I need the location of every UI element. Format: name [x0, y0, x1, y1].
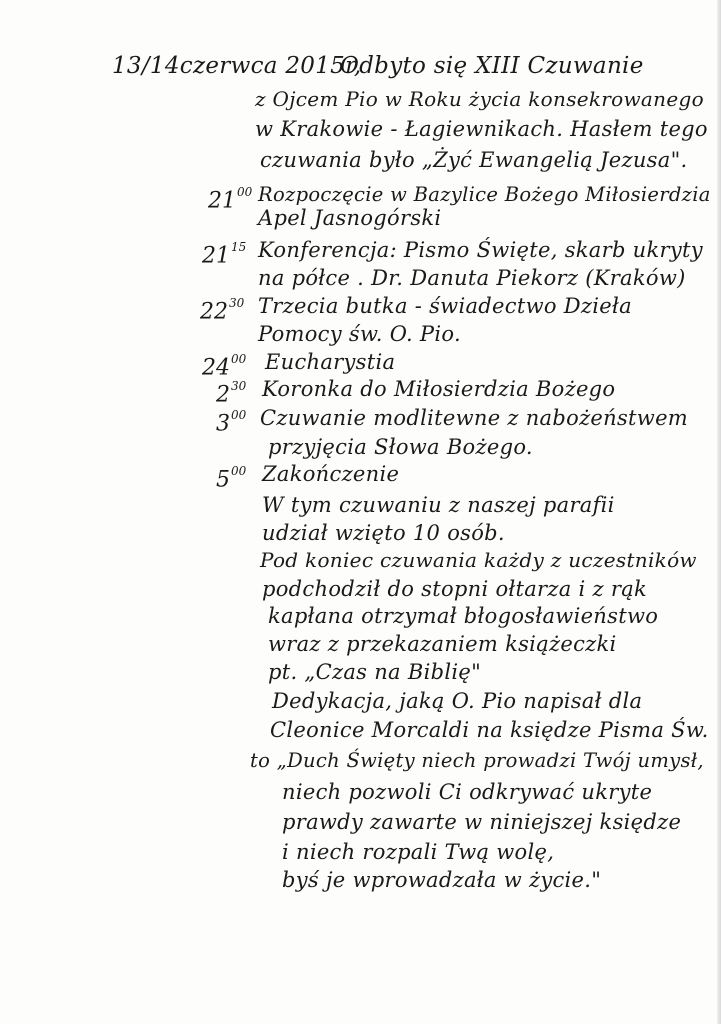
schedule-hour: 24 [202, 355, 230, 381]
schedule-minute: 00 [231, 408, 247, 422]
body-line: Pod koniec czuwania każdy z uczestników [260, 548, 697, 572]
body-line: byś je wprowadzała w życie." [282, 868, 602, 892]
schedule-item-text: Zakończenie [262, 462, 400, 486]
body-line: niech pozwoli Ci odkrywać ukryte [282, 780, 653, 804]
schedule-item-text: Eucharystia [265, 350, 396, 374]
header-line-1: Odbyto się XIII Czuwanie [340, 53, 644, 79]
body-line: Cleonice Morcaldi na księdze Pisma Św. [270, 718, 709, 742]
body-line: wraz z przekazaniem książeczki [268, 632, 617, 656]
schedule-item-text: na półce . Dr. Danuta Piekorz (Kraków) [258, 266, 686, 290]
schedule-time [208, 181, 252, 215]
schedule-minute: 00 [237, 185, 253, 199]
schedule-item-text: Trzecia butka - świadectwo Dzieła [258, 294, 632, 318]
schedule-minute: 00 [231, 464, 247, 478]
schedule-item-text: Konferencja: Pismo Święte, skarb ukryty [258, 238, 703, 262]
schedule-time [202, 236, 246, 270]
schedule-hour: 5 [216, 467, 230, 493]
body-line: prawdy zawarte w niniejszej księdze [282, 810, 682, 834]
schedule-time [200, 292, 244, 326]
schedule-minute: 30 [231, 379, 247, 393]
body-line: Dedykacja, jaką O. Pio napisał dla [272, 689, 643, 713]
body-line: W tym czuwaniu z naszej parafii [262, 493, 615, 517]
body-line: podchodził do stopni ołtarza i z rąk [262, 577, 648, 601]
schedule-item-text: Czuwanie modlitewne z nabożeństwem [260, 406, 689, 430]
schedule-minute: 15 [231, 240, 247, 254]
schedule-hour: 2 [216, 382, 230, 408]
schedule-time [216, 460, 246, 494]
schedule-hour: 3 [216, 411, 230, 437]
body-line: udział wzięto 10 osób. [262, 521, 505, 545]
schedule-minute: 30 [229, 296, 245, 310]
scan-edge [717, 0, 721, 1024]
schedule-hour: 21 [208, 188, 236, 214]
schedule-minute: 00 [231, 352, 247, 366]
header-date: 13/14czerwca 2015r, [112, 53, 362, 79]
header-line-4: czuwania było „Żyć Ewangelią Jezusa". [260, 148, 688, 172]
schedule-item-text: Koronka do Miłosierdzia Bożego [262, 377, 616, 401]
schedule-item-text: przyjęcia Słowa Bożego. [268, 435, 533, 459]
schedule-item-text: Pomocy św. O. Pio. [258, 322, 461, 346]
body-line: to „Duch Święty niech prowadzi Twój umysł, [250, 749, 704, 772]
schedule-hour: 22 [200, 299, 228, 325]
schedule-time [216, 404, 246, 438]
schedule-item-text: Apel Jasnogórski [258, 206, 442, 230]
schedule-item-text: Rozpoczęcie w Bazylice Bożego Miłosierdzia [258, 183, 711, 206]
header-line-3: w Krakowie - Łagiewnikach. Hasłem tego [255, 117, 708, 141]
body-line: i niech rozpali Twą wolę, [282, 840, 555, 864]
schedule-hour: 21 [202, 243, 230, 269]
body-line: kapłana otrzymał błogosławieństwo [268, 604, 659, 628]
header-line-2: z Ojcem Pio w Roku życia konsekrowanego [255, 87, 704, 111]
body-line: pt. „Czas na Biblię" [268, 660, 482, 684]
